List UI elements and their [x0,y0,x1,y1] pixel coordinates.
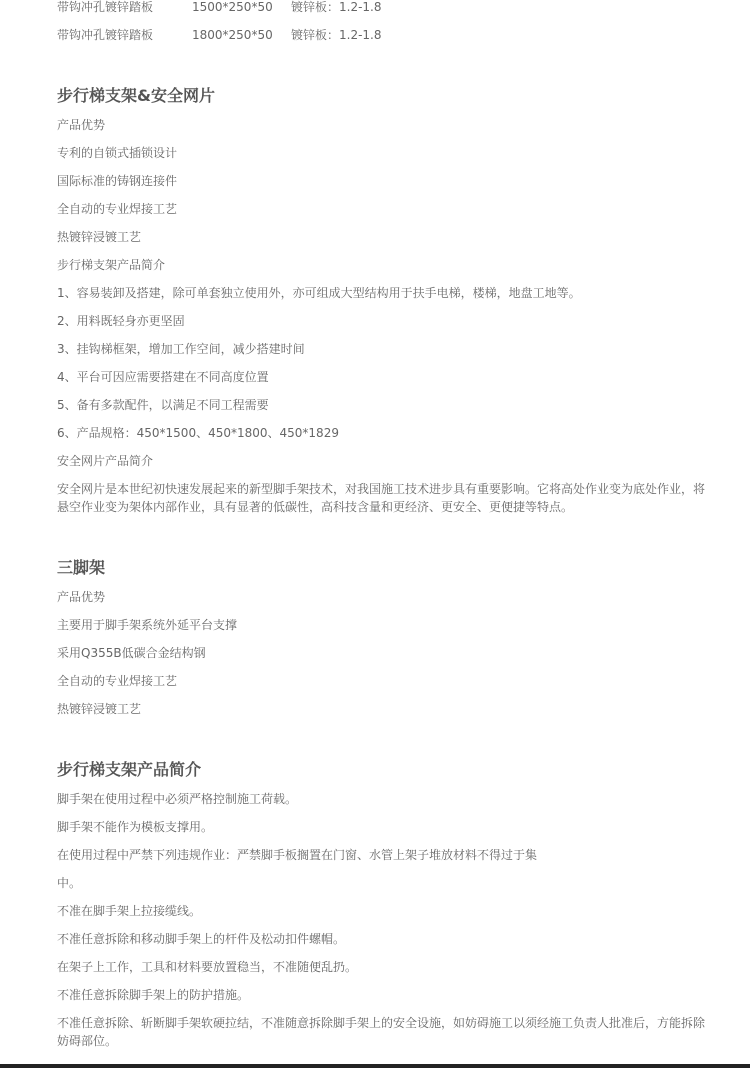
text-line: 5、备有多款配件，以满足不同工程需要 [57,398,269,412]
text-line: 热镀锌浸镀工艺 [57,230,142,244]
spec-name: 带钩冲孔镀锌踏板 [57,0,154,14]
text-line: 安全网片产品简介 [57,454,154,468]
bottom-bar [0,1064,750,1068]
paragraph: 不准任意拆除、斩断脚手架软硬拉结，不准随意拆除脚手架上的安全设施，如妨碍施工以须经施工负责人批准后，方能拆除妨碍部位。 [57,1016,706,1048]
text-line: 在架子上工作，工具和材料要放置稳当，不准随便乱扔。 [57,960,358,974]
text-line: 中。 [57,876,82,890]
text-line: 全自动的专业焊接工艺 [57,674,178,688]
text-line: 6、产品规格：450*1500、450*1800、450*1829 [57,426,339,440]
text-line: 3、挂钩梯框架，增加工作空间，减少搭建时间 [57,342,305,356]
text-line: 不准任意拆除脚手架上的防护措施。 [57,988,250,1002]
text-line: 国际标准的铸钢连接件 [57,174,178,188]
spec-size: 1500*250*50 [192,0,273,14]
spec-material: 镀锌板：1.2-1.8 [291,0,382,14]
text-line: 不准在脚手架上拉接缆线。 [57,904,202,918]
text-line: 热镀锌浸镀工艺 [57,702,142,716]
spec-material: 镀锌板：1.2-1.8 [291,28,382,42]
text-line: 1、容易装卸及搭建，除可单套独立使用外，亦可组成大型结构用于扶手电梯，楼梯，地盘工地等。 [57,286,581,300]
spec-name: 带钩冲孔镀锌踏板 [57,28,154,42]
text-line: 专利的自锁式插锁设计 [57,146,178,160]
paragraph: 安全网片是本世纪初快速发展起来的新型脚手架技术，对我国施工技术进步具有重要影响。它将高处作业变为底处作业，将悬空作业变为架体内部作业，具有显著的低碳性，高科技含量和更经济、更安全、更便捷等特点。 [57,482,706,514]
text-line: 产品优势 [57,590,106,604]
section-title: 三脚架 [57,558,106,577]
text-line: 产品优势 [57,118,106,132]
text-line: 不准任意拆除和移动脚手架上的杆件及松动扣件螺帽。 [57,932,346,946]
text-line: 步行梯支架产品简介 [57,258,166,272]
text-line: 在使用过程中严禁下列违规作业：严禁脚手板搁置在门窗、水管上架子堆放材料不得过于集 [57,848,538,862]
text-line: 4、平台可因应需要搭建在不同高度位置 [57,370,269,384]
section-title: 步行梯支架&安全网片 [57,86,215,105]
section-title: 步行梯支架产品简介 [57,760,202,779]
text-line: 采用Q355B低碳合金结构钢 [57,646,206,660]
text-line: 全自动的专业焊接工艺 [57,202,178,216]
text-line: 主要用于脚手架系统外延平台支撑 [57,618,238,632]
spec-size: 1800*250*50 [192,28,273,42]
text-line: 2、用料既轻身亦更坚固 [57,314,185,328]
text-line: 脚手架在使用过程中必须严格控制施工荷载。 [57,792,298,806]
text-line: 脚手架不能作为模板支撑用。 [57,820,214,834]
